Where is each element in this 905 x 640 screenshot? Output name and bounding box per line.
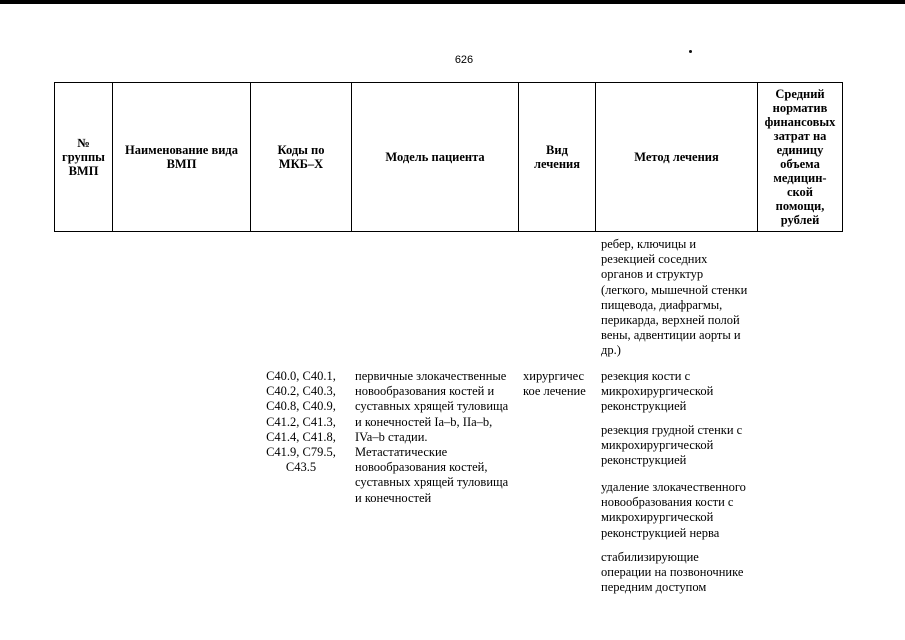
header-group-number: № группы ВМП	[54, 82, 112, 232]
scan-border-line	[0, 0, 905, 4]
patient-model-cell: первичные злокачественные новообразования костей и суставных хрящей туловища и конечностей Ia–b, IIa–b, IVa–b стадии. Метастатические новообразования костей, суставных хрящей туловища и конечностей	[355, 369, 509, 505]
treatment-type-cell: хирургичес кое лечение	[523, 369, 586, 399]
header-cost-standard: Средний норматив финансовых затрат на единицу объема медицин- ской помощи, рублей	[757, 82, 843, 232]
header-vmp-name: Наименование вида ВМП	[112, 82, 250, 232]
method-item: удаление злокачественного новообразования кости с микрохирургической реконструкцией нерва	[601, 480, 746, 540]
header-treatment-type: Вид лечения	[518, 82, 595, 232]
header-icd-codes: Коды по МКБ–Х	[250, 82, 351, 232]
header-patient-model: Модель пациента	[351, 82, 518, 232]
method-item: стабилизирующие операции на позвоночнике передним доступом	[601, 550, 744, 595]
header-treatment-method: Метод лечения	[595, 82, 757, 232]
page-number: 626	[454, 54, 474, 66]
method-item: резекция грудной стенки с микрохирургической реконструкцией	[601, 423, 743, 468]
icd-codes-cell: C40.0, C40.1, C40.2, C40.3, C40.8, C40.9, C41.2, C41.3, C41.4, C41.8, C41.9, C79.5, C43.5	[266, 369, 336, 475]
scan-speck	[689, 50, 692, 53]
method-item: резекция кости с микрохирургической реконструкцией	[601, 369, 714, 414]
continued-method-text: ребер, ключицы и резекцией соседних органов и структур (легкого, мышечной стенки пищевода, диафрагмы, перикарда, верхней полой вены, адвентиции аорты и др.)	[601, 237, 748, 358]
